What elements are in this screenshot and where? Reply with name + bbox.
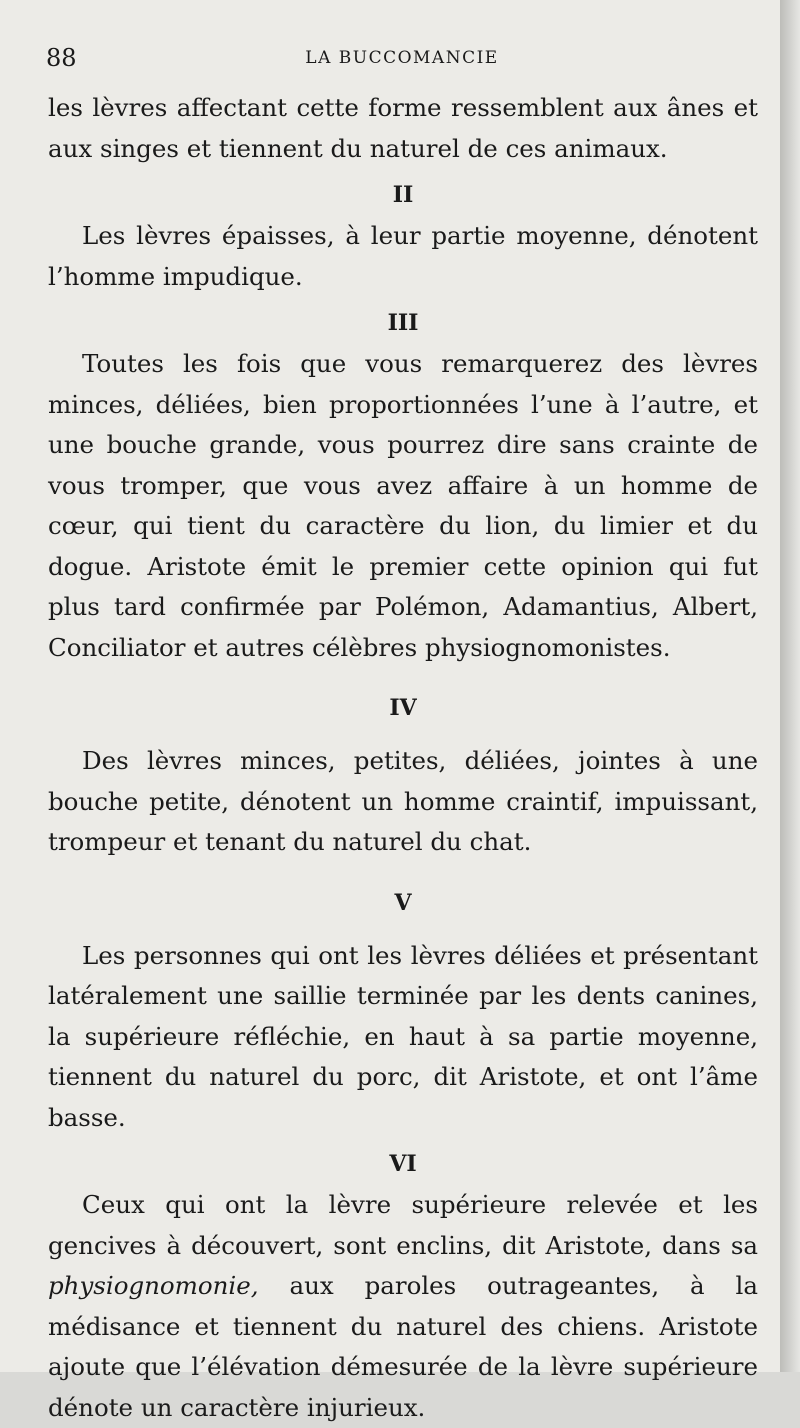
section-text-vi-italic: physiognomonie, <box>48 1271 259 1300</box>
section-text-vi <box>48 1185 758 1428</box>
section-text-vi-after: aux paroles outrageantes, à la médisance et tiennent du naturel des chiens. Aristote ajoute que l’élévation démesurée de la lèvre supérieure dénote un caractère injurieux. <box>48 1271 758 1422</box>
page-body <box>48 88 758 1428</box>
section-text-ii: Les lèvres épaisses, à leur partie moyenne, dénotent l’homme impudique. <box>48 221 758 291</box>
section-text-iii: Toutes les fois que vous remarquerez des lèvres minces, déliées, bien proportionnées l’une à l’autre, et une bouche grande, vous pourrez dire sans crainte de vous tromper, que vous avez affaire à un homme de cœur, qui tient du caractère du lion, du limier et du dogue. Aristote émit le premier cette opinion qui fut plus tard confirmée par Polémon, Adamantius, Albert, Conciliator et autres célèbres physiognomonistes. <box>48 349 758 662</box>
section-text-v: Les personnes qui ont les lèvres déliées et présentant latéralement une saillie terminée par les dents canines, la supérieure réfléchie, en haut à sa partie moyenne, tiennent du naturel du porc, dit Aristote, et ont l’âme basse. <box>48 940 758 1132</box>
section-number-v: V <box>394 889 412 916</box>
page-header <box>46 44 758 84</box>
section-text-vi-before: Ceux qui ont la lèvre supérieure relevée et les gencives à découvert, sont enclins, dit Aristote, dans sa <box>48 1190 758 1260</box>
section-number-ii: II <box>392 182 414 208</box>
section-number-vi: VI <box>389 1151 417 1177</box>
section-number-iii: III <box>387 310 419 336</box>
section-text-iv: Des lèvres minces, petites, déliées, jointes à une bouche petite, dénotent un homme craintif, impuissant, trompeur et tenant du naturel du chat. <box>48 746 758 856</box>
continuation-paragraph: les lèvres affectant cette forme ressemblent aux ânes et aux singes et tiennent du naturel de ces animaux. <box>48 93 758 163</box>
running-head: LA BUCCOMANCIE <box>305 48 499 68</box>
page-number: 88 <box>46 44 77 72</box>
page-edge-shadow <box>780 0 800 1372</box>
section-number-iv: IV <box>389 695 417 721</box>
